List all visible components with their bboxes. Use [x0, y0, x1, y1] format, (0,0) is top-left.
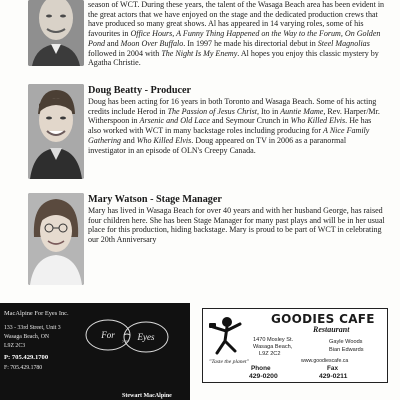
body-text: season of WCT. During these years, the talent of the Wasaga Beach area has been evident in the great actors that we have enjoyed on the stage and the dedicated production crews that have produced so many great shows. Al has appeared in 14 varying roles, some of his favourites in [88, 0, 385, 39]
doug-bio-text [88, 97, 386, 155]
body-text: . Al hopes you enjoy this classic mystery by Agatha Christie. [88, 48, 379, 68]
goodies-phone: 429-0200 [249, 373, 278, 380]
body-text: and Seymour Crunch in [209, 116, 291, 126]
mary-photo [28, 193, 84, 285]
doug-photo [28, 84, 84, 179]
al-portrait-image [28, 0, 84, 66]
body-text: . In 1997 he made his directorial debut in [183, 38, 318, 48]
goodies-owner-2: Bian Edwards [329, 347, 364, 353]
for-eyes-logo-word-for: For [101, 330, 115, 340]
goodies-fax: 429-0211 [319, 373, 348, 380]
title-text: Arsenic and Old Lace [139, 116, 210, 126]
macalpine-fax: F: 705.429.1780 [4, 365, 43, 371]
al-bio-text [88, 0, 386, 68]
macalpine-address-line2: Wasaga Beach, ON [4, 334, 50, 340]
goodies-postal: L9Z 2C2 [259, 351, 281, 357]
mary-portrait-image [28, 193, 84, 285]
macalpine-business-name: MacAlpine For Eyes Inc. [4, 310, 69, 317]
mary-bio-text [88, 206, 386, 245]
body-text: , Ito in [256, 106, 281, 116]
body-text: and [121, 135, 137, 145]
for-eyes-logo-icon [82, 315, 170, 361]
body-text: followed in 2004 with [88, 48, 162, 58]
goodies-tagline: "Taste the planet" [209, 359, 249, 365]
for-eyes-logo-word-your: your [122, 338, 130, 343]
title-text: Office Hours, A Funny Thing Happened on the Way to the Forum, On Golden Pond [88, 29, 381, 48]
goodies-website[interactable]: www.goodiescafe.ca [301, 358, 349, 364]
goodies-street: 1470 Mosley St. [253, 337, 294, 343]
macalpine-address-line1: 133 - 33rd Street, Unit 3 [4, 325, 61, 331]
doug-heading: Doug Beatty - Producer [88, 85, 192, 96]
mary-heading: Mary Watson - Stage Manager [88, 194, 222, 205]
goodies-fax-label: Fax [327, 365, 339, 372]
for-eyes-logo-word-eyes: Eyes [137, 332, 155, 342]
goodies-subtitle: Restaurant [313, 325, 350, 334]
macalpine-ad [0, 303, 190, 400]
title-text: The Night Is My Enemy [161, 48, 238, 58]
title-text: Steel Magnolias [317, 38, 370, 48]
body-text: . Doug appeared on TV in 2006 as a paranormal investigator in an episode of OLN's Creepy Canada. [88, 135, 347, 155]
title-text: The Passion of Jesus Christ [167, 106, 257, 116]
body-text: . He has also worked with WCT in many backstage roles including producing for [88, 116, 372, 136]
title-text: Auntie Mame [280, 106, 324, 116]
dancing-figure-icon [207, 315, 245, 359]
title-text: Moon Over Buffalo [120, 38, 184, 48]
title-text: Who Killed Elvis [136, 135, 192, 145]
body-text: , Rev. Harper/Mr. Witherspoon in [88, 106, 380, 126]
goodies-city: Wasaga Beach, [253, 344, 293, 350]
body-text: Doug has been acting for 16 years in both Toronto and Wasaga Beach. Some of his acting credits include Herod in [88, 97, 377, 116]
title-text: A Nice Family Gathering [88, 126, 370, 145]
goodies-owner-1: Gayle Woods [329, 339, 363, 345]
al-photo [28, 0, 84, 66]
body-text: and [105, 38, 121, 48]
goodies-name: GOODIES CAFE [271, 312, 375, 326]
goodies-phone-label: Phone [251, 365, 271, 372]
macalpine-address-line3: L9Z 2C3 [4, 343, 26, 349]
body-text: Mary has lived in Wasaga Beach for over 40 years and with her husband George, has raised four children here. She has been Stage Manager for many past plays and will be in her usual place for this production, hiding backstage. Mary is proud to be part of WCT in celebrating our 20th Anniversary [88, 206, 385, 245]
macalpine-phone: P: 705.429.1700 [4, 354, 49, 361]
doug-portrait-image [28, 84, 84, 179]
title-text: Who Killed Elvis [290, 116, 346, 126]
macalpine-person-name: Stewart MacAlpine [122, 393, 172, 399]
goodies-cafe-ad [202, 308, 388, 383]
